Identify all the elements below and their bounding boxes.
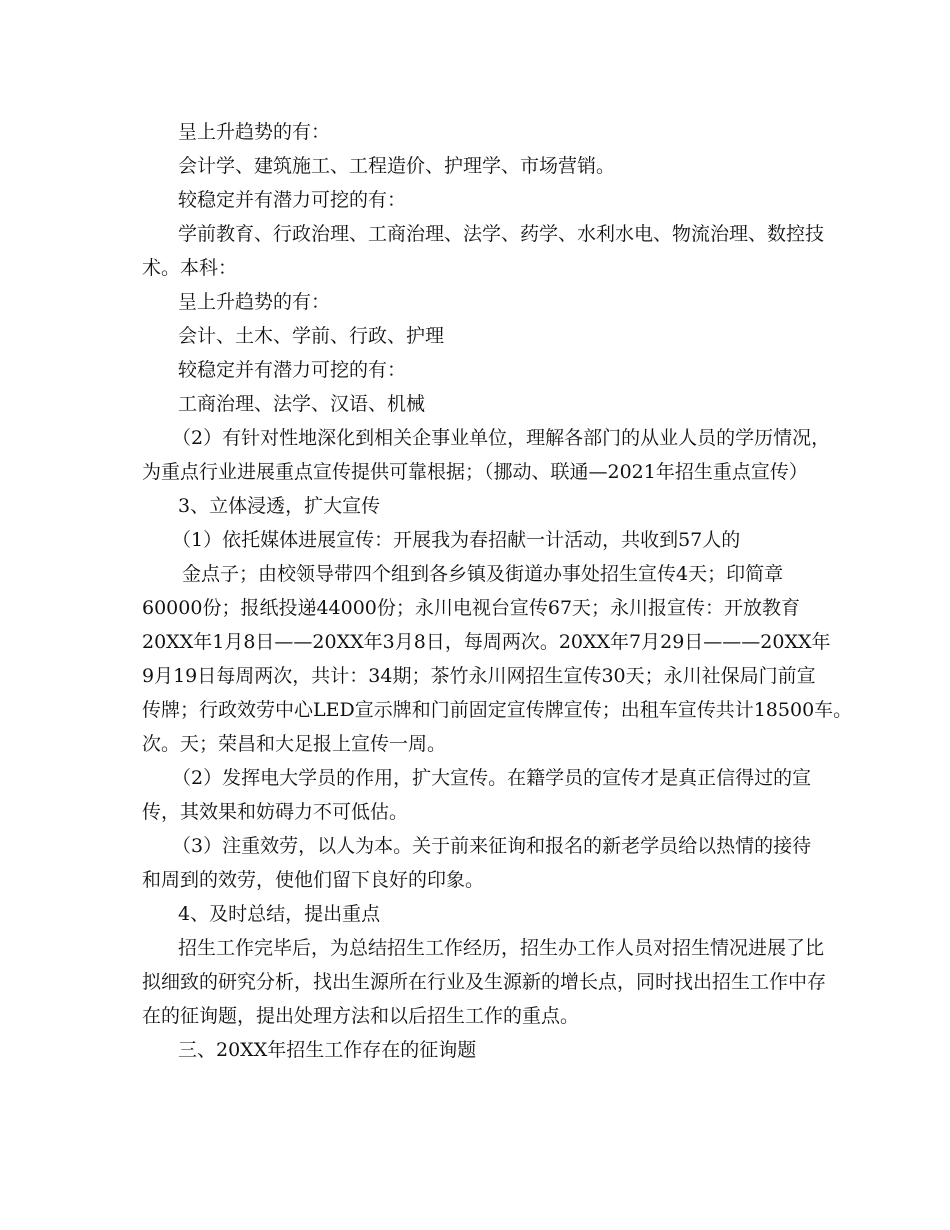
text-line: 和周到的效劳，使他们留下良好的印象。 [142, 869, 485, 891]
text-line: 金点子；由校领导带四个组到各乡镇及街道办事处招生宣传4天；印简章 [182, 563, 784, 585]
text-line: 4、及时总结，提出重点 [178, 903, 381, 925]
text-line: 三、20XX年招生工作存在的征询题 [178, 1039, 477, 1061]
text-line: 拟细致的研究分析，找出生源所在行业及生源新的增长点，同时找出招生工作中存 [142, 971, 827, 993]
text-line: 3、立体浸透，扩大宣传 [178, 495, 381, 517]
text-line: 会计、土木、学前、行政、护理 [178, 325, 445, 347]
text-line: 传牌；行政效劳中心LED宣示牌和门前固定宣传牌宣传；出租车宣传共计18500车。 [142, 699, 853, 721]
text-line: （2）发挥电大学员的作用，扩大宣传。在籍学员的宣传才是真正信得过的宣 [172, 767, 812, 789]
text-line: 术。本科： [142, 257, 238, 279]
text-line: 为重点行业进展重点宣传提供可靠根据；（挪动、联通—2021年招生重点宣传） [142, 461, 808, 483]
text-line: （1）依托媒体进展宣传：开展我为春招献一计活动，共收到57人的 [172, 529, 741, 551]
text-line: 较稳定并有潜力可挖的有： [178, 359, 407, 381]
text-line: 在的征询题，提出处理方法和以后招生工作的重点。 [142, 1005, 580, 1027]
text-line: （2）有针对性地深化到相关企事业单位，理解各部门的从业人员的学历情况， [172, 427, 831, 449]
text-line: 学前教育、行政治理、工商治理、法学、药学、水利水电、物流治理、数控技 [178, 223, 825, 245]
text-line: （3）注重效劳，以人为本。关于前来征询和报名的新老学员给以热情的接待 [172, 835, 812, 857]
text-line: 较稳定并有潜力可挖的有： [178, 189, 407, 211]
text-line: 60000份；报纸投递44000份；永川电视台宣传67天；永川报宣传：开放教育 [142, 597, 801, 619]
text-line: 传，其效果和妨碍力不可低估。 [142, 801, 409, 823]
text-line: 20XX年1月8日——20XX年3月8日，每周两次。20XX年7月29日———20XX年 [142, 631, 831, 653]
text-line: 次。天；荣昌和大足报上宣传一周。 [142, 733, 447, 755]
text-line: 工商治理、法学、汉语、机械 [178, 393, 426, 415]
text-line: 呈上升趋势的有： [178, 121, 331, 143]
text-line: 呈上升趋势的有： [178, 291, 331, 313]
text-line: 9月19日每周两次，共计：34期；茶竹永川网招生宣传30天；永川社保局门前宣 [142, 665, 816, 687]
text-line: 会计学、建筑施工、工程造价、护理学、市场营销。 [178, 155, 616, 177]
text-line: 招生工作完毕后，为总结招生工作经历，招生办工作人员对招生情况进展了比 [178, 937, 825, 959]
